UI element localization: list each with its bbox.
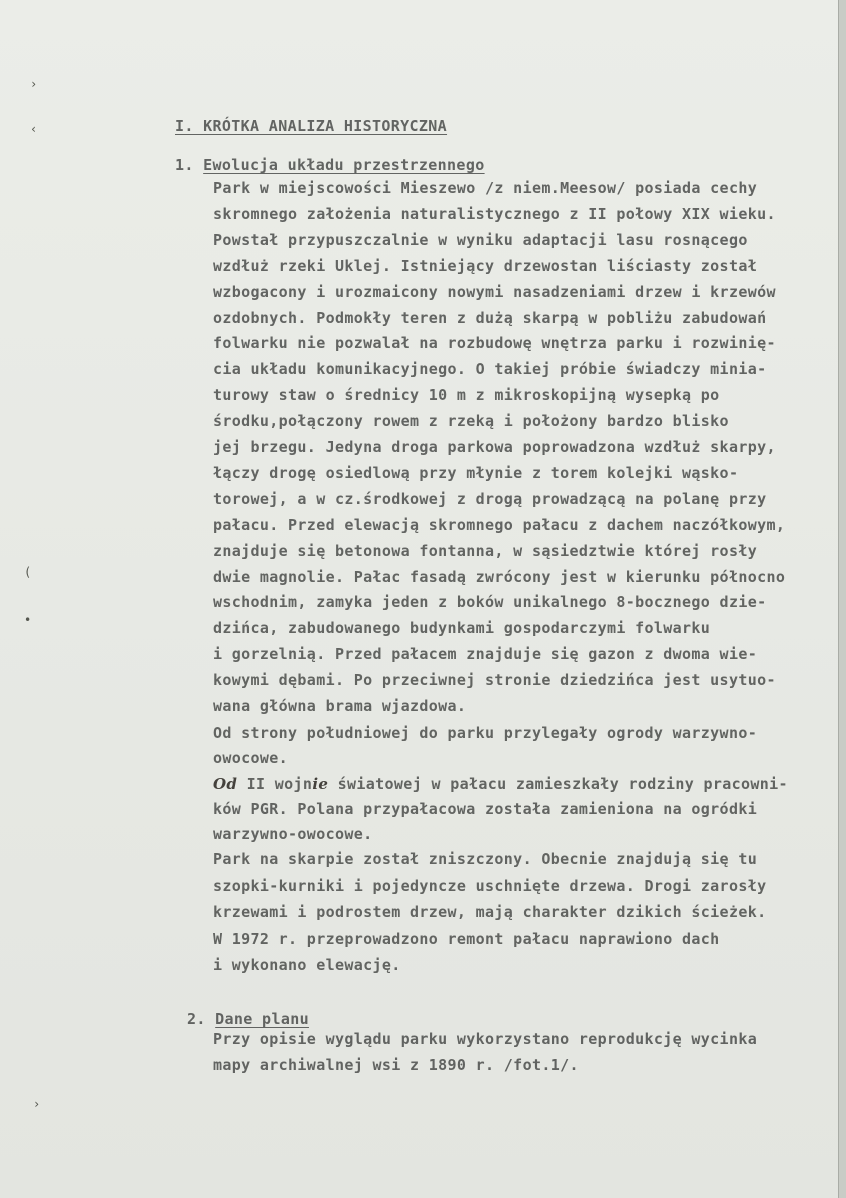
section-heading: Ewolucja układu przestrzennego bbox=[203, 156, 485, 174]
text-line: Powstał przypuszczalnie w wyniku adaptacji lasu rosnącego bbox=[213, 230, 748, 249]
text-line: wzdłuż rzeki Uklej. Istniejący drzewostan liściasty został bbox=[213, 256, 758, 275]
text-line: szopki-kurniki i pojedyncze uschnięte drzewa. Drogi zarosły bbox=[213, 876, 767, 895]
text-line: jej brzegu. Jedyna droga parkowa poprowadzona wzdłuż skarpy, bbox=[213, 438, 776, 456]
text-line: ków PGR. Polana przypałacowa została zamieniona na ogródki bbox=[213, 800, 758, 818]
text-line: wschodnim, zamyka jeden z boków unikalnego 8-bocznego dzie- bbox=[213, 593, 767, 612]
text-line: turowy staw o średnicy 10 m z mikroskopijną wysepką po bbox=[213, 386, 720, 405]
section-heading: Dane planu bbox=[215, 1010, 309, 1028]
text-line: i wykonano elewację. bbox=[213, 956, 401, 974]
text-span: światowej w pałacu zamieszkały rodziny pracowni- bbox=[328, 775, 788, 793]
text-line: dwie magnolie. Pałac fasadą zwrócony jest w kierunku północno bbox=[213, 567, 786, 586]
section-number: 2. bbox=[187, 1010, 206, 1028]
text-line: dzińca, zabudowanego budynkami gospodarczymi folwarku bbox=[213, 619, 711, 638]
text-line: cia układu komunikacyjnego. O takiej próbie świadczy minia- bbox=[213, 360, 767, 379]
handwritten-correction: Od bbox=[213, 775, 238, 793]
section-1-heading-line bbox=[175, 156, 485, 174]
handwritten-correction: ie bbox=[312, 775, 329, 793]
section-2-heading-line bbox=[187, 1010, 309, 1028]
text-line: wana główna brama wjazdowa. bbox=[213, 697, 467, 715]
text-line: wzbogacony i urozmaicony nowymi nasadzeniami drzew i krzewów bbox=[213, 282, 776, 301]
text-line: Przy opisie wyglądu parku wykorzystano reprodukcję wycinka bbox=[213, 1030, 758, 1048]
text-line bbox=[213, 775, 788, 793]
text-line: mapy archiwalnej wsi z 1890 r. /fot.1/. bbox=[213, 1056, 579, 1074]
margin-mark: ( bbox=[24, 565, 32, 579]
margin-mark: › bbox=[30, 77, 38, 91]
text-span: II wojn bbox=[237, 775, 313, 793]
text-line: pałacu. Przed elewacją skromnego pałacu z dachem naczółkowym, bbox=[213, 515, 786, 534]
page-edge bbox=[838, 0, 846, 1198]
section-number: 1. bbox=[175, 156, 194, 174]
text-line: owocowe. bbox=[213, 749, 289, 767]
text-line: W 1972 r. przeprowadzono remont pałacu naprawiono dach bbox=[213, 929, 720, 948]
text-line: warzywno-owocowe. bbox=[213, 825, 373, 843]
margin-mark: ‹ bbox=[30, 122, 38, 136]
text-line: i gorzelnią. Przed pałacem znajduje się gazon z dwoma wie- bbox=[213, 645, 758, 664]
text-line: Park w miejscowości Mieszewo /z niem.Meesow/ posiada cechy bbox=[213, 179, 758, 197]
text-line: skromnego założenia naturalistycznego z II połowy XIX wieku. bbox=[213, 204, 776, 223]
document-title: I. KRÓTKA ANALIZA HISTORYCZNA bbox=[175, 117, 448, 135]
margin-mark: • bbox=[24, 613, 32, 627]
text-line: znajduje się betonowa fontanna, w sąsiedztwie której rosły bbox=[213, 541, 758, 560]
margin-mark: › bbox=[33, 1097, 41, 1111]
text-line: Od strony południowej do parku przylegały ogrody warzywno- bbox=[213, 724, 758, 742]
text-line: środku,połączony rowem z rzeką i położony bardzo blisko bbox=[213, 412, 729, 431]
text-line: ozdobnych. Podmokły teren z dużą skarpą w pobliżu zabudowań bbox=[213, 308, 767, 327]
text-line: torowej, a w cz.środkowej z drogą prowadzącą na polanę przy bbox=[213, 489, 767, 508]
text-line: kowymi dębami. Po przeciwnej stronie dziedzińca jest usytuo- bbox=[213, 671, 776, 690]
text-line: Park na skarpie został zniszczony. Obecnie znajdują się tu bbox=[213, 850, 758, 868]
text-line: krzewami i podrostem drzew, mają charakter dzikich ścieżek. bbox=[213, 903, 767, 921]
text-line: łączy drogę osiedlową przy młynie z torem kolejki wąsko- bbox=[213, 463, 739, 482]
text-line: folwarku nie pozwalał na rozbudowę wnętrza parku i rozwinię- bbox=[213, 334, 776, 353]
